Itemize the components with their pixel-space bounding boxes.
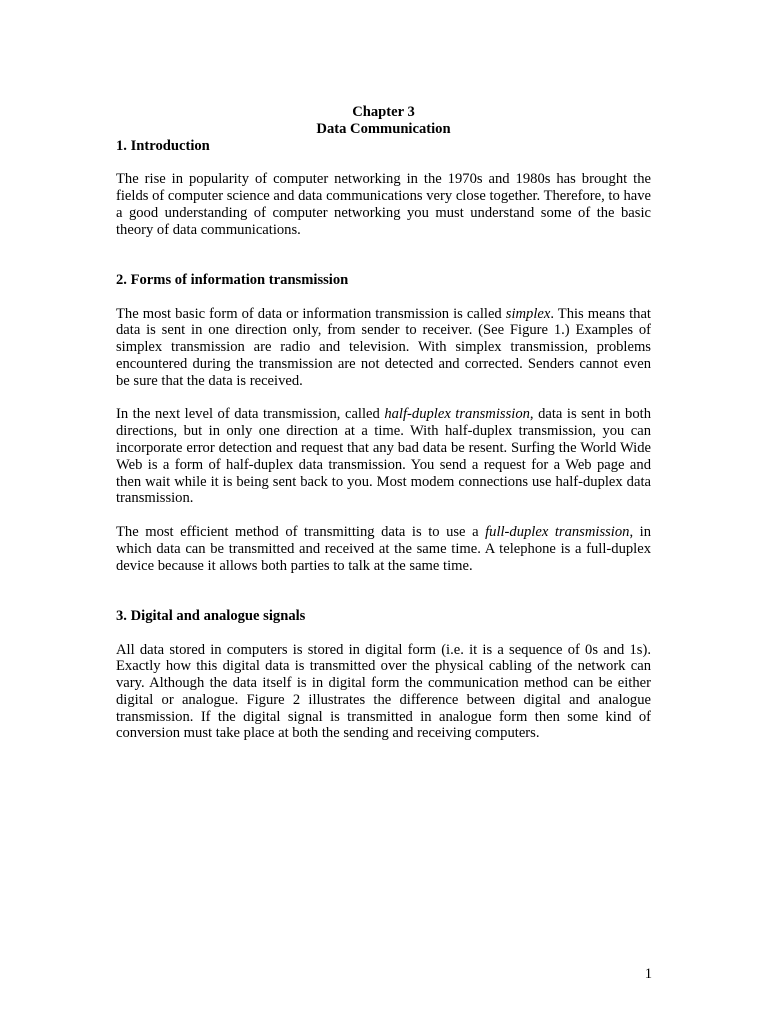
- term-half-duplex: half-duplex transmission: [384, 406, 530, 423]
- term-full-duplex: full-duplex transmission: [485, 523, 630, 540]
- paragraph-introduction: The rise in popularity of computer networking in the 1970s and 1980s has brought the fields of computer science and data communications very close together. Therefore, to have a good understanding of computer networking you must understand some of the basic theory of data communications.: [116, 171, 651, 238]
- section-heading-signals: 3. Digital and analogue signals: [116, 607, 306, 624]
- page-content: [116, 104, 651, 742]
- chapter-title: Data Communication: [316, 120, 451, 137]
- paragraph-full-duplex: [116, 524, 651, 574]
- paragraph-half-duplex: [116, 406, 651, 507]
- text-run: The most basic form of data or information transmission is called: [116, 305, 506, 322]
- term-simplex: simplex: [505, 305, 551, 322]
- paragraph-signals: All data stored in computers is stored in digital form (i.e. it is a sequence of 0s and 1s). Exactly how this digital data is transmitted over the physical cabling of the network can vary. Although the data itself is in digital form the communication method can be either digital or analogue. Figure 2 illustrates the difference between digital and analogue transmission. If the digital signal is transmitted in analogue form then some kind of conversion must take place at both the sending and receiving computers.: [116, 641, 651, 742]
- paragraph-simplex: [116, 306, 651, 390]
- section-heading-introduction: 1. Introduction: [116, 137, 210, 154]
- section-heading-forms: 2. Forms of information transmission: [116, 271, 349, 288]
- text-run: In the next level of data transmission, called: [116, 406, 385, 423]
- text-run: . This means that data is sent in one direction only, from sender to receiver. (See Figure 1.) Examples of simplex transmission are radio and television. With simplex transmission, problems encountered during the transmission are not detected and corrected. Senders cannot even be sure that the data is received.: [116, 305, 651, 389]
- chapter-number: Chapter 3: [352, 104, 415, 120]
- text-run: , in which data can be transmitted and received at the same time. A telephone is a full-duplex device because it allows both parties to talk at the same time.: [116, 523, 652, 574]
- page-number: 1: [644, 966, 652, 982]
- text-run: , data is sent in both directions, but in only one direction at a time. With half-duplex transmission, you can incorporate error detection and request that any bad data be resent. Surfing the World Wide Web is a form of half-duplex data transmission. You send a request for a Web page and then wait while it is being sent back to you. Most modem connections use half-duplex data transmission.: [116, 406, 651, 507]
- text-run: The most efficient method of transmitting data is to use a: [116, 523, 486, 540]
